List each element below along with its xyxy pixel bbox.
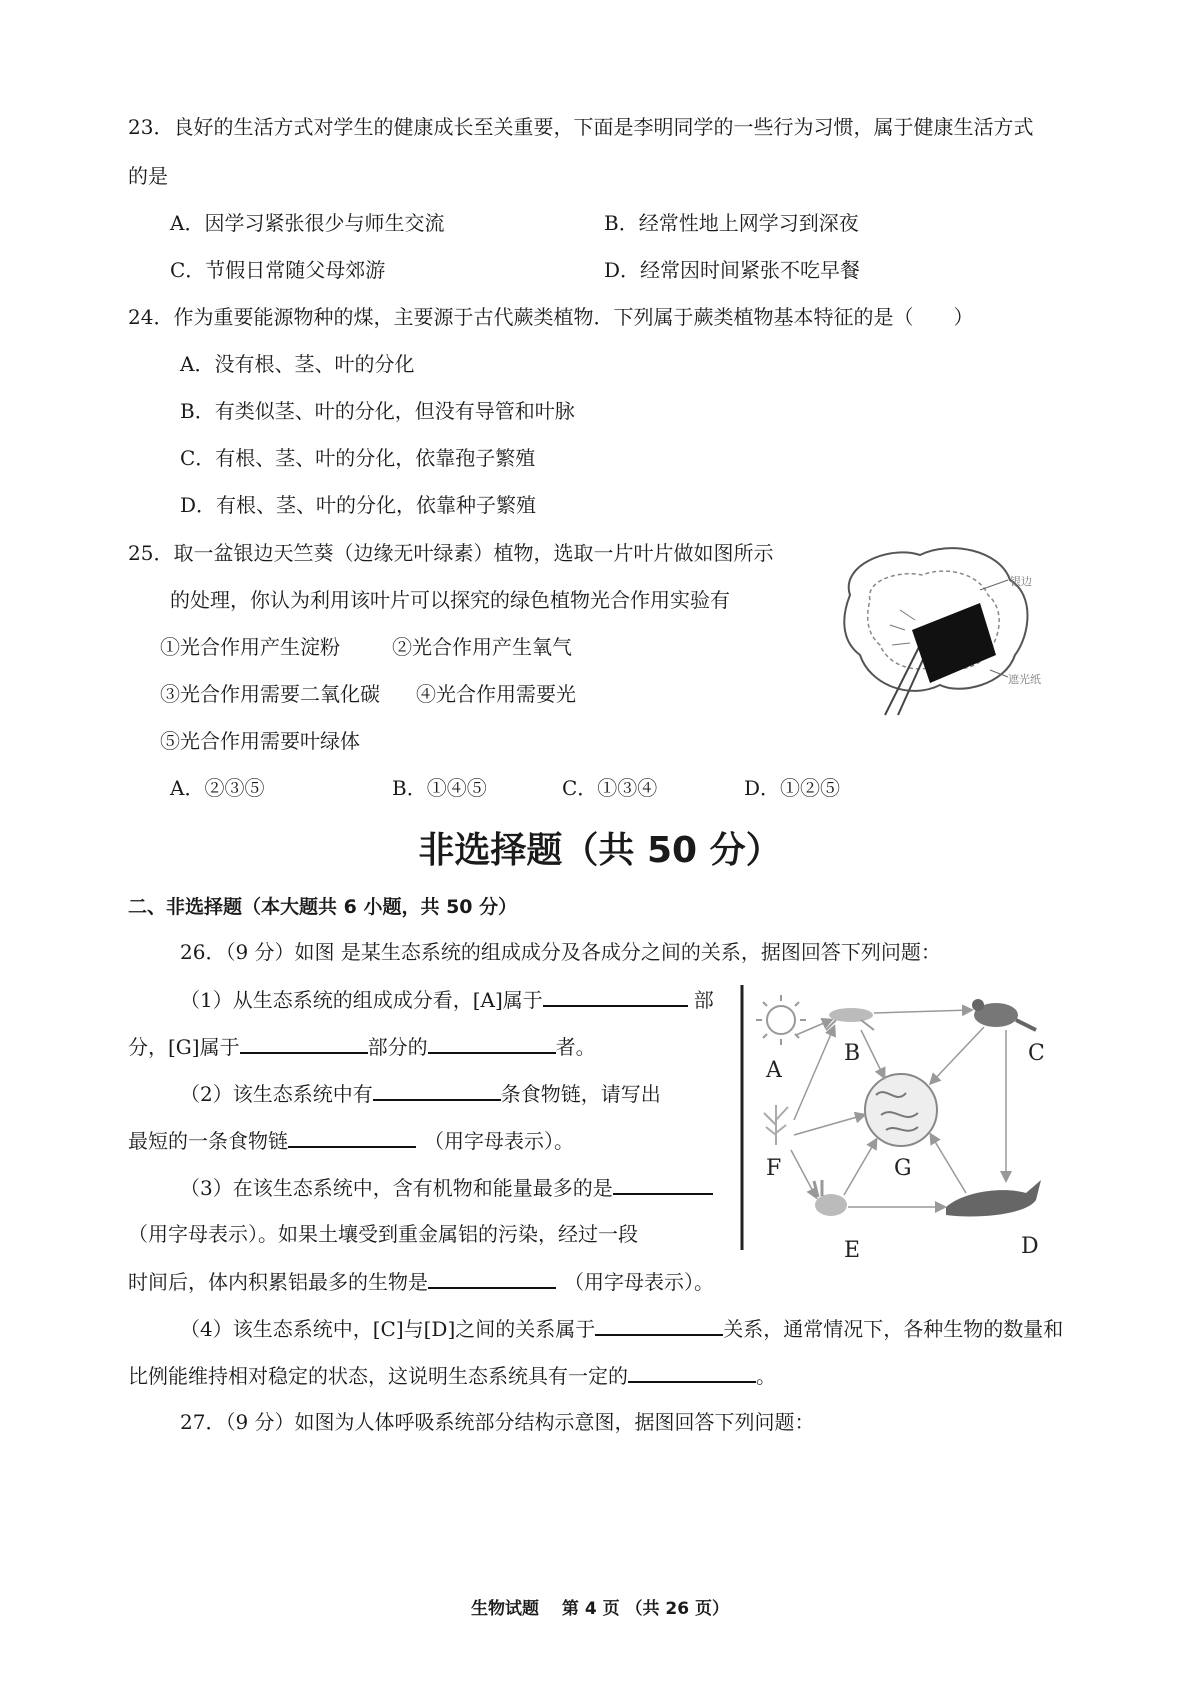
q26-p1-text-d: 部分的	[367, 1035, 428, 1059]
q24-option-c: C．有根、茎、叶的分化，依靠孢子繁殖	[180, 446, 536, 470]
q24-option-d: D．有根、茎、叶的分化，依靠种子繁殖	[180, 493, 537, 517]
q26-p2-text-c: 最短的一条食物链	[128, 1129, 288, 1153]
q25-option-a: A．②③⑤	[170, 776, 265, 800]
q26-p4-text-a: （4）该生态系统中，[C]与[D]之间的关系属于	[180, 1317, 596, 1341]
q26-part2-line2	[128, 1126, 574, 1155]
sun-icon	[756, 995, 806, 1045]
q26-p4-text-b: 关系，通常情况下，各种生物的数量和	[723, 1317, 1064, 1341]
q25-stem-line1: 25．取一盆银边天竺葵（边缘无叶绿素）植物，选取一片叶片做如图所示	[128, 541, 774, 565]
q24-option-b: B．有类似茎、叶的分化，但没有导管和叶脉	[180, 399, 575, 423]
q26-part1-line2	[128, 1032, 596, 1061]
q26-blank-6[interactable]	[613, 1173, 713, 1195]
q23-stem-line1: 23．良好的生活方式对学生的健康成长至关重要，下面是李明同学的一些行为习惯，属于健康生活方式	[128, 115, 1034, 139]
q26-part3-line3	[128, 1267, 714, 1296]
q23-option-d: D．经常因时间紧张不吃早餐	[604, 258, 861, 282]
q24-option-a: A．没有根、茎、叶的分化	[180, 352, 415, 376]
label-e: E	[844, 1238, 861, 1263]
q26-p1-text-b: 部	[693, 988, 714, 1012]
q25-item-5: ⑤光合作用需要叶绿体	[160, 729, 360, 753]
q26-p2-text-d: （用字母表示）。	[424, 1129, 574, 1153]
q26-blank-8[interactable]	[595, 1314, 723, 1336]
q24-stem: 24．作为重要能源物种的煤，主要源于古代蕨类植物．下列属于蕨类植物基本特征的是（ ）	[128, 305, 974, 329]
section-subhead: 二、非选择题（本大题共 6 小题，共 50 分）	[128, 896, 518, 918]
q25-item-3: ③光合作用需要二氧化碳	[160, 682, 380, 706]
q23-option-c: C．节假日常随父母郊游	[170, 258, 386, 282]
q26-part3-line1	[180, 1173, 713, 1202]
q26-blank-3[interactable]	[428, 1032, 556, 1054]
label-c: C	[1028, 1041, 1045, 1066]
q26-p1-text-e: 者。	[555, 1035, 596, 1059]
q23-option-a: A．因学习紧张很少与师生交流	[170, 211, 445, 235]
label-d: D	[1021, 1234, 1039, 1259]
fox-icon	[946, 1180, 1041, 1216]
q26-blank-5[interactable]	[288, 1126, 416, 1148]
q25-item-2: ②光合作用产生氧气	[392, 635, 572, 659]
q26-stem: 26．（9 分）如图 是某生态系统的组成成分及各成分之间的关系，据图回答下列问题：	[180, 940, 941, 964]
q23-option-b: B．经常性地上网学习到深夜	[604, 211, 859, 235]
q26-blank-9[interactable]	[628, 1361, 756, 1383]
q25-stem-line2: 的处理，你认为利用该叶片可以探究的绿色植物光合作用实验有	[170, 588, 730, 612]
q25-item-4: ④光合作用需要光	[416, 682, 576, 706]
decomposer-icon	[865, 1074, 937, 1146]
label-g: G	[894, 1156, 912, 1181]
q26-p3-text-c: 时间后，体内积累铝最多的生物是	[128, 1270, 428, 1294]
q23-stem-line2: 的是	[128, 164, 168, 188]
leaf-label-shading-paper: 遮光纸	[1008, 673, 1041, 686]
q25-option-b: B．①④⑤	[392, 776, 487, 800]
leaf-diagram-figure	[830, 535, 1050, 720]
q26-part2-line1	[180, 1079, 661, 1108]
q26-blank-2[interactable]	[240, 1032, 368, 1054]
label-b: B	[844, 1041, 861, 1066]
q25-item-1: ①光合作用产生淀粉	[160, 635, 340, 659]
q26-p2-text-b: 条食物链，请写出	[500, 1082, 661, 1106]
q26-part4-line1	[180, 1314, 1063, 1343]
q27-stem: 27．（9 分）如图为人体呼吸系统部分结构示意图，据图回答下列问题：	[180, 1410, 815, 1434]
bird-icon	[972, 999, 1036, 1030]
q26-blank-1[interactable]	[543, 985, 688, 1007]
q26-p3-text-a: （3）在该生态系统中，含有机物和能量最多的是	[180, 1176, 613, 1200]
q26-p1-text-c: 分，[G]属于	[128, 1035, 240, 1059]
rabbit-icon	[814, 1180, 847, 1216]
q26-blank-4[interactable]	[373, 1079, 501, 1101]
q26-p3-text-d: （用字母表示）。	[564, 1270, 714, 1294]
q26-p1-text-a: （1）从生态系统的组成成分看，[A]属于	[180, 988, 543, 1012]
q26-p4-text-c: 比例能维持相对稳定的状态，这说明生态系统具有一定的	[128, 1364, 628, 1388]
q25-option-d: D．①②⑤	[744, 776, 841, 800]
q26-part1-line1	[180, 985, 714, 1014]
q26-part3-line2: （用字母表示）。如果土壤受到重金属铝的污染，经过一段	[128, 1222, 638, 1246]
ecosystem-diagram-figure	[736, 975, 1066, 1265]
label-f: F	[766, 1156, 782, 1181]
q26-p2-text-a: （2）该生态系统中有	[180, 1082, 373, 1106]
q26-part4-line2	[128, 1361, 776, 1390]
label-a: A	[766, 1058, 782, 1083]
grasshopper-icon	[826, 1008, 874, 1030]
plant-icon	[764, 1105, 788, 1145]
section-title: 非选择题（共 50 分）	[418, 830, 782, 871]
q26-p4-text-d: 。	[756, 1364, 776, 1388]
q25-option-c: C．①③④	[562, 776, 658, 800]
page-footer: 生物试题 第 4 页 （共 26 页）	[471, 1599, 729, 1619]
q26-blank-7[interactable]	[428, 1267, 556, 1289]
leaf-label-silver-edge: 银边	[1010, 575, 1032, 588]
